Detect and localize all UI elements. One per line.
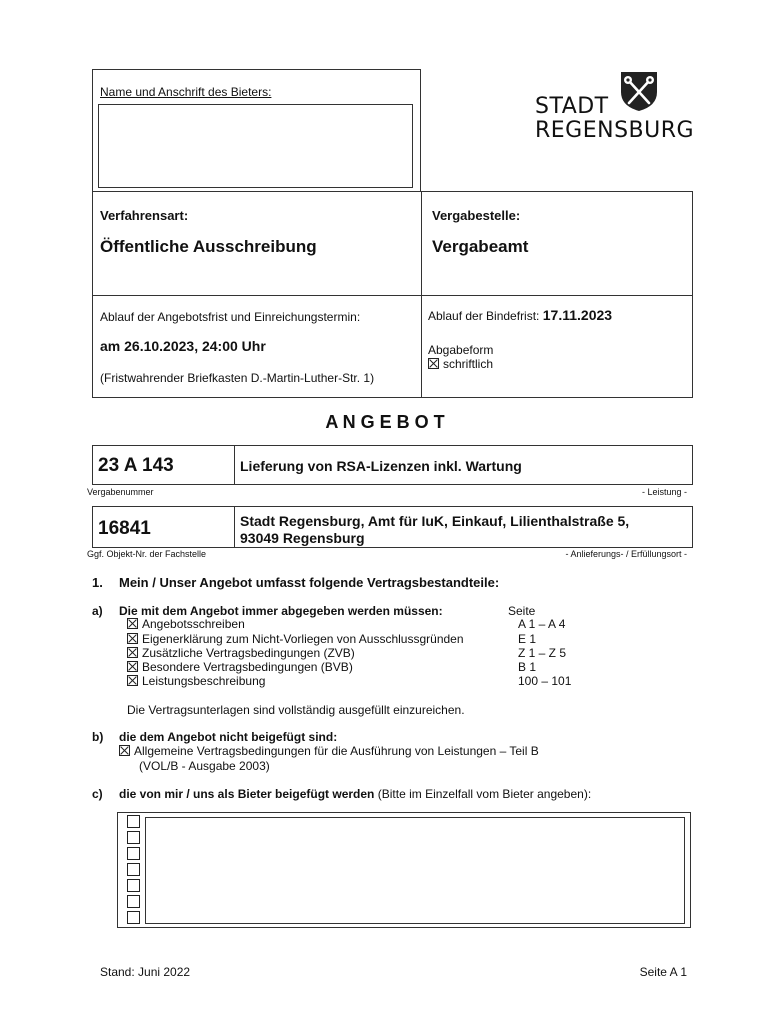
checked-checkbox-icon[interactable] <box>119 745 130 756</box>
logo-line-regensburg: REGENSBURG <box>535 118 695 143</box>
section-a-letter: a) <box>92 604 103 618</box>
item-page: 100 – 101 <box>518 674 572 688</box>
section-a-note: Die Vertragsunterlagen sind vollständig ausgefüllt einzureichen. <box>127 703 465 717</box>
document-title: A N G E B O T <box>325 412 445 432</box>
section-a-page-header: Seite <box>508 604 536 618</box>
bidder-documents-input[interactable] <box>145 817 685 924</box>
section-b-letter: b) <box>92 730 104 744</box>
footer-date: Stand: Juni 2022 <box>100 965 191 979</box>
office-value: Vergabeamt <box>432 237 529 256</box>
bidder-section <box>92 69 421 192</box>
procedure-value: Öffentliche Ausschreibung <box>100 237 317 256</box>
binding-row <box>428 307 612 323</box>
award-service-caption: - Leistung - <box>641 487 687 497</box>
object-place-line2: 93049 Regensburg <box>240 530 365 546</box>
empty-checkbox[interactable] <box>127 879 140 892</box>
submission-option[interactable] <box>428 357 493 371</box>
vertical-divider <box>234 446 235 485</box>
footer-page-number: Seite A 1 <box>639 965 687 979</box>
section1-number: 1. <box>92 575 103 590</box>
list-item[interactable]: Eigenerklärung zum Nicht-Vorliegen von Ausschlussgründen <box>127 632 464 646</box>
award-number: 23 A 143 <box>98 455 174 476</box>
bidder-label: Name und Anschrift des Bieters: <box>100 85 272 99</box>
empty-checkbox[interactable] <box>127 815 140 828</box>
section-c-heading <box>119 787 591 801</box>
section-c-letter: c) <box>92 787 103 801</box>
section1-title: Mein / Unser Angebot umfasst folgende Vertragsbestandteile: <box>119 575 500 590</box>
vertical-divider <box>421 296 422 398</box>
object-number-caption: Ggf. Objekt-Nr. der Fachstelle <box>87 549 207 559</box>
item-page: B 1 <box>518 660 537 674</box>
empty-checkbox[interactable] <box>127 863 140 876</box>
bidder-address-field[interactable] <box>98 104 413 188</box>
item-page: A 1 – A 4 <box>518 617 566 631</box>
award-number-caption: Vergabenummer <box>87 487 154 497</box>
checked-checkbox-icon[interactable] <box>428 358 439 369</box>
object-place-line1: Stadt Regensburg, Amt für IuK, Einkauf, Lilienthalstraße 5, <box>240 513 630 529</box>
empty-checkbox[interactable] <box>127 831 140 844</box>
award-service: Lieferung von RSA-Lizenzen inkl. Wartung <box>240 458 522 474</box>
checked-checkbox-icon[interactable] <box>127 661 138 672</box>
empty-checkbox[interactable] <box>127 895 140 908</box>
empty-checkbox[interactable] <box>127 847 140 860</box>
binding-label: Ablauf der Bindefrist: <box>428 309 540 323</box>
stadt-regensburg-logo <box>535 70 695 142</box>
list-item[interactable]: Leistungsbeschreibung <box>127 674 265 688</box>
deadline-section <box>92 295 693 398</box>
vertical-divider <box>234 507 235 548</box>
empty-checkbox[interactable] <box>127 911 140 924</box>
deadline-label: Ablauf der Angebotsfrist und Einreichungstermin: <box>100 310 361 324</box>
binding-value: 17.11.2023 <box>542 307 613 323</box>
procedure-office-section <box>92 191 693 296</box>
object-number: 16841 <box>98 518 151 539</box>
object-section <box>92 506 693 548</box>
section-a-title: Die mit dem Angebot immer abgegeben werden müssen: <box>119 604 443 618</box>
list-item[interactable]: Allgemeine Vertragsbedingungen für die Ausführung von Leistungen – Teil B <box>119 744 539 758</box>
list-item[interactable]: Besondere Vertragsbedingungen (BVB) <box>127 660 353 674</box>
list-item[interactable]: Zusätzliche Vertragsbedingungen (ZVB) <box>127 646 355 660</box>
checked-checkbox-icon[interactable] <box>127 633 138 644</box>
object-place-caption: - Anlieferungs- / Erfüllungsort - <box>565 549 687 559</box>
section-b-title: die dem Angebot nicht beigefügt sind: <box>119 730 338 744</box>
item-page: E 1 <box>518 632 537 646</box>
list-item[interactable]: Angebotsschreiben <box>127 617 245 631</box>
coat-of-arms-icon <box>617 70 661 112</box>
award-section <box>92 445 693 485</box>
section-b-item-line2: (VOL/B - Ausgabe 2003) <box>139 759 270 773</box>
submission-label: Abgabeform <box>428 343 494 357</box>
procedure-label: Verfahrensart: <box>100 208 189 223</box>
office-label: Vergabestelle: <box>432 208 521 223</box>
deadline-note: (Fristwahrender Briefkasten D.-Martin-Luther-Str. 1) <box>100 371 375 385</box>
deadline-value: am 26.10.2023, 24:00 Uhr <box>100 338 266 354</box>
checked-checkbox-icon[interactable] <box>127 675 138 686</box>
checked-checkbox-icon[interactable] <box>127 647 138 658</box>
submission-option-label: schriftlich <box>443 357 494 371</box>
item-page: Z 1 – Z 5 <box>518 646 567 660</box>
logo-line-stadt: STADT <box>535 94 609 119</box>
section-c-title: die von mir / uns als Bieter beigefügt werden <box>119 787 375 801</box>
vertical-divider <box>421 192 422 296</box>
checked-checkbox-icon[interactable] <box>127 618 138 629</box>
section-c-title-note: (Bitte im Einzelfall vom Bieter angeben): <box>377 787 592 801</box>
